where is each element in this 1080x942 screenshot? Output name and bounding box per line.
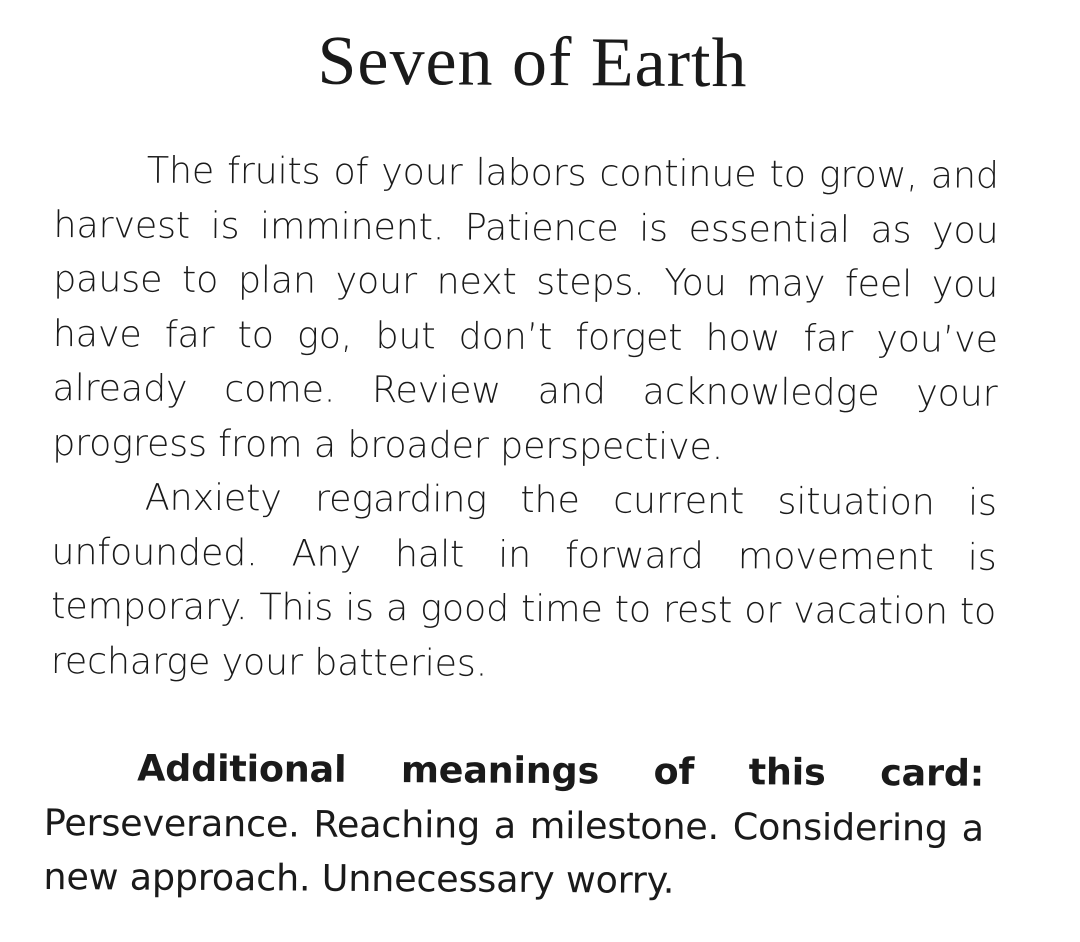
additional-meanings-paragraph xyxy=(43,741,984,910)
paragraph-harvest: The fruits of your labors continue to grow, and harvest is imminent. Patience is essential as you pause to plan your next steps. You may feel you have far to go, but don’t forget how far you’ve already come. Review and acknowledge your progress from a broader perspective. xyxy=(52,148,999,468)
paragraph-anxiety: Anxiety regarding the current situation is unfounded. Any halt in forward movement is temporary. This is a good time to rest or vacation to recharge your batteries. xyxy=(50,475,997,685)
card-description xyxy=(51,143,999,694)
additional-meanings-text: Perseverance. Reaching a milestone. Considering a new approach. Unnecessary worry. xyxy=(43,800,984,902)
additional-meanings-label: Additional meanings of this card: xyxy=(137,746,985,795)
additional-meanings xyxy=(43,741,984,910)
page-title: Seven of Earth xyxy=(317,22,748,103)
